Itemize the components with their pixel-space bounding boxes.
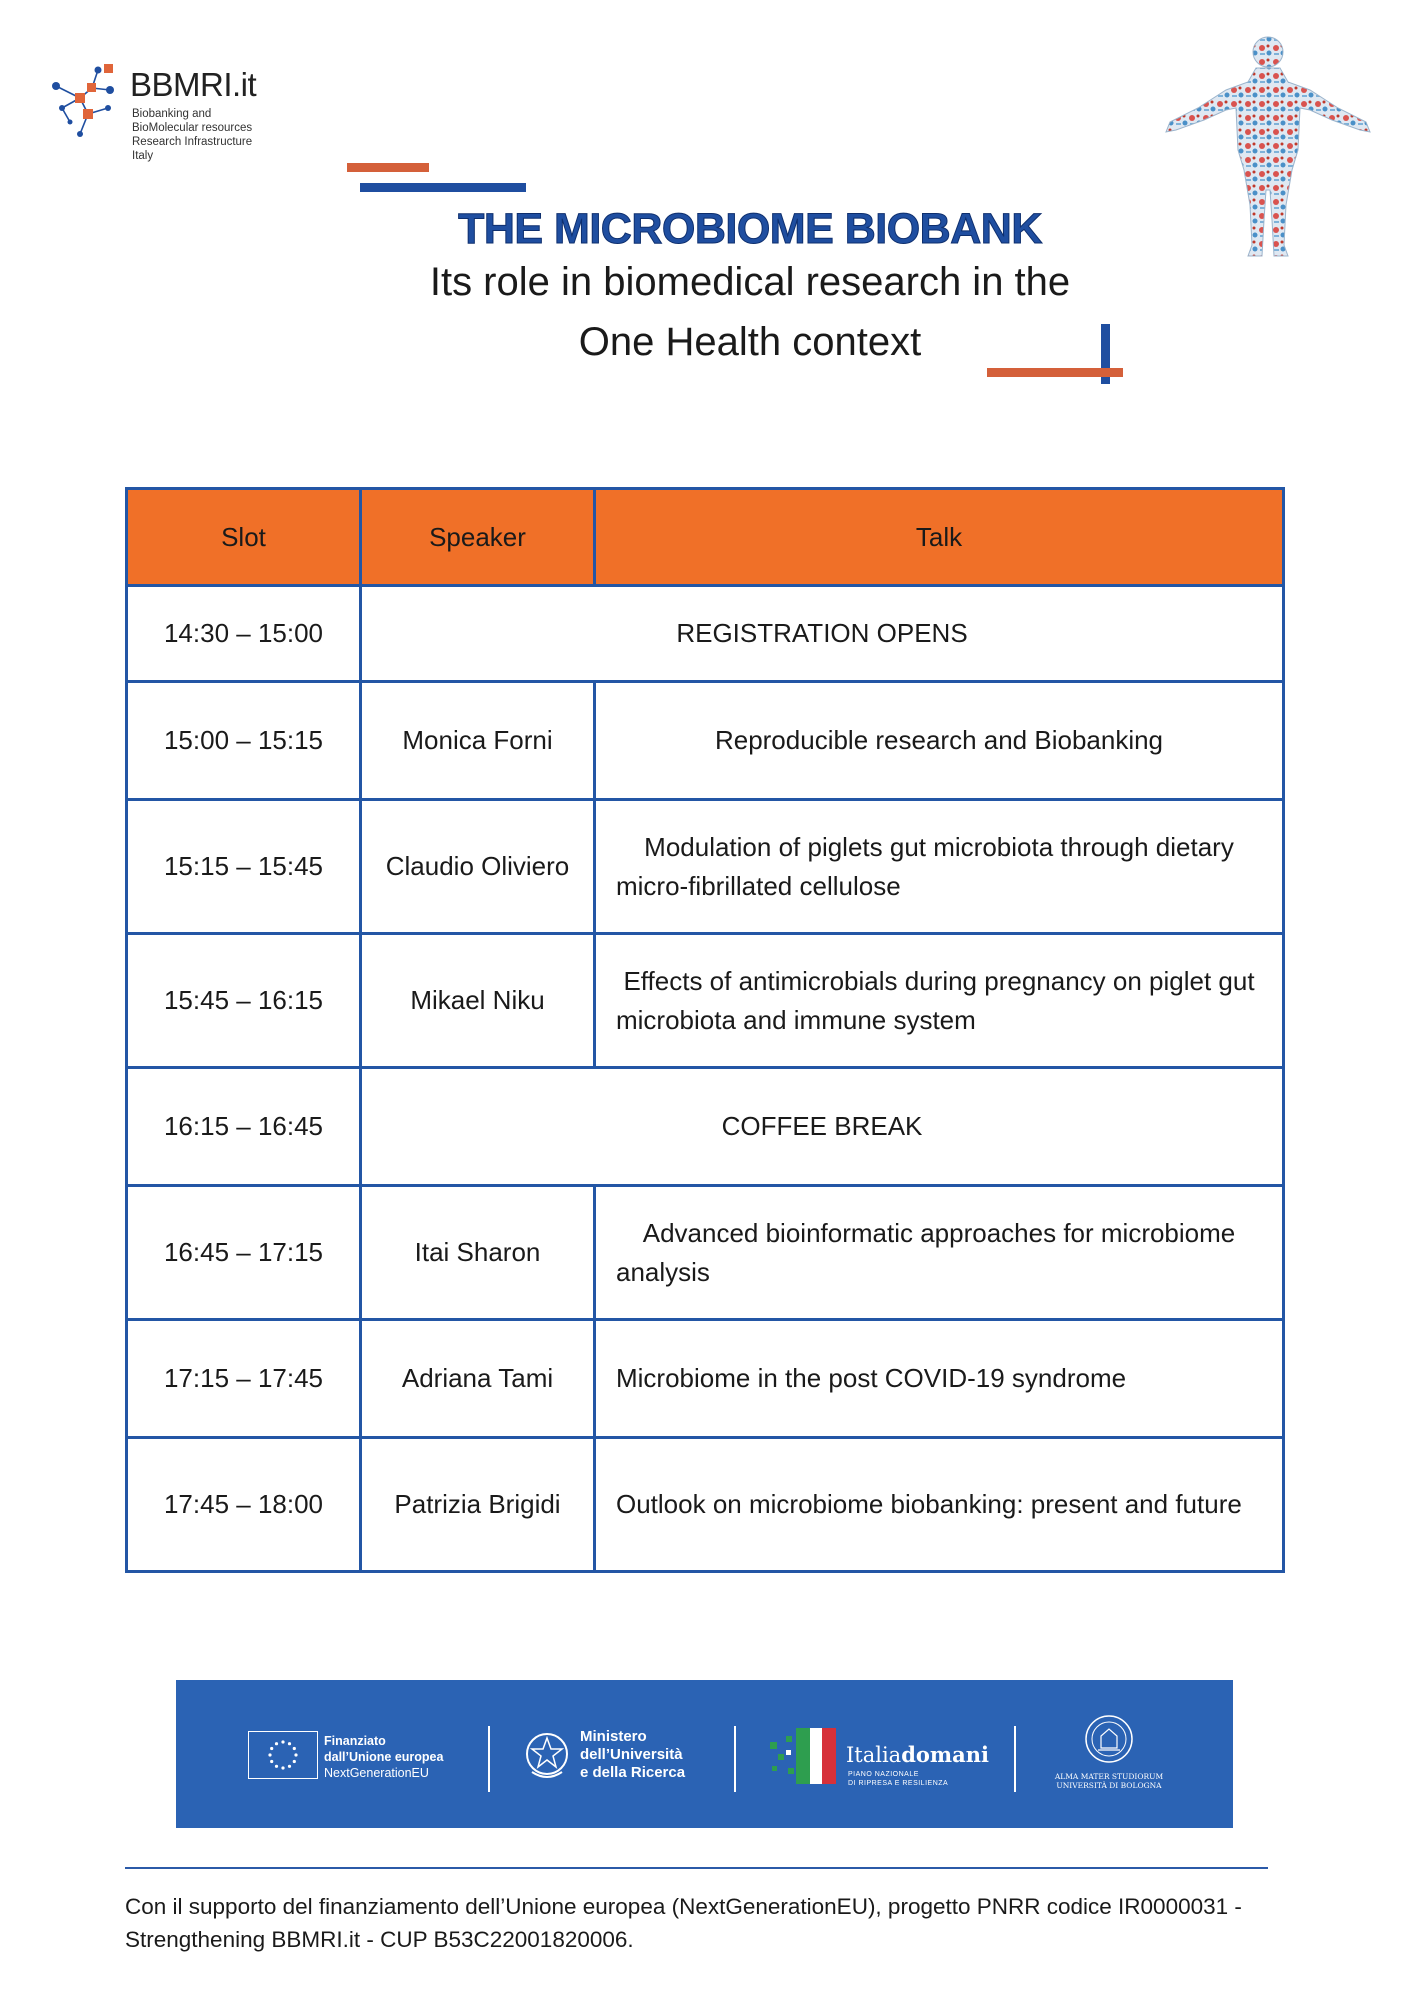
slot-cell: 17:15 – 17:45 [127, 1320, 361, 1438]
footer-text: Con il supporto del finanziamento dell’Unione europea (NextGenerationEU), progetto PNRR codice IR0000031 - Strengthening BBMRI.it - CUP B53C22001820006. [125, 1894, 1242, 1952]
italiadomani-flag-icon [766, 1724, 838, 1788]
talk-cell: Microbiome in the post COVID-19 syndrome [595, 1320, 1284, 1438]
slot-cell: 17:45 – 18:00 [127, 1438, 361, 1572]
talk-cell: Advanced bioinformatic approaches for microbiome analysis [595, 1186, 1284, 1320]
network-logo-icon [50, 62, 130, 142]
mur-text: Ministero dell’Università e della Ricerca [580, 1728, 686, 1781]
table-row [127, 586, 1284, 682]
speaker-cell: Patrizia Brigidi [361, 1438, 595, 1572]
talk-cell: Reproducible research and Biobanking [595, 682, 1284, 800]
italiadomani-subtitle: PIANO NAZIONALE DI RIPRESA E RESILIENZA [848, 1771, 949, 1787]
logo-name: BBMRI.it [130, 66, 257, 103]
slot-cell: 16:15 – 16:45 [127, 1068, 361, 1186]
eu-funding-text: Finanziato dall’Unione europea NextGenerationEU [324, 1734, 444, 1780]
spanning-cell: REGISTRATION OPENS [361, 586, 1284, 682]
decor-bar-orange-top [347, 163, 429, 172]
funding-banner [176, 1680, 1233, 1828]
agenda-table [125, 487, 1285, 1573]
table-header-row [127, 489, 1284, 586]
slot-cell: 15:00 – 15:15 [127, 682, 361, 800]
slot-cell: 15:45 – 16:15 [127, 934, 361, 1068]
header-slot: Slot [127, 489, 361, 586]
banner-divider [488, 1726, 490, 1792]
table-row [127, 1438, 1284, 1572]
table-row [127, 934, 1284, 1068]
table-row [127, 1068, 1284, 1186]
speaker-cell: Monica Forni [361, 682, 595, 800]
slot-cell: 14:30 – 15:00 [127, 586, 361, 682]
slot-cell: 16:45 – 17:15 [127, 1186, 361, 1320]
header-talk: Talk [595, 489, 1284, 586]
table-row [127, 1320, 1284, 1438]
slot-cell: 15:15 – 15:45 [127, 800, 361, 934]
speaker-cell: Itai Sharon [361, 1186, 595, 1320]
talk-cell: Modulation of piglets gut microbiota through dietary micro-fibrillated cellulose [595, 800, 1284, 934]
talk-cell: Outlook on microbiome biobanking: present and future [595, 1438, 1284, 1572]
footer-divider [125, 1867, 1268, 1869]
speaker-cell: Claudio Oliviero [361, 800, 595, 934]
speaker-cell: Mikael Niku [361, 934, 595, 1068]
unibo-text: ALMA MATER STUDIORUM UNIVERSITÀ DI BOLOGNA [1054, 1772, 1164, 1790]
table-row [127, 800, 1284, 934]
italiadomani-name: Italiadomani [846, 1742, 989, 1767]
spanning-cell: COFFEE BREAK [361, 1068, 1284, 1186]
table-row [127, 682, 1284, 800]
table-row [127, 1186, 1284, 1320]
italian-republic-emblem-icon [524, 1728, 570, 1784]
page-subtitle: Its role in biomedical research in the One Health context [429, 260, 1071, 364]
eu-flag-icon [248, 1731, 318, 1779]
speaker-cell: Adriana Tami [361, 1320, 595, 1438]
banner-divider [734, 1726, 736, 1792]
page-title: THE MICROBIOME BIOBANK [458, 205, 1042, 253]
decor-bar-blue-top [360, 183, 526, 192]
talk-cell: Effects of antimicrobials during pregnancy on piglet gut microbiota and immune system [595, 934, 1284, 1068]
banner-divider [1014, 1726, 1016, 1792]
bbmri-logo [50, 62, 270, 172]
header-speaker: Speaker [361, 489, 595, 586]
logo-subtitle: Biobanking and BioMolecular resources Research Infrastructure Italy [132, 108, 253, 162]
university-seal-icon [1084, 1714, 1134, 1764]
